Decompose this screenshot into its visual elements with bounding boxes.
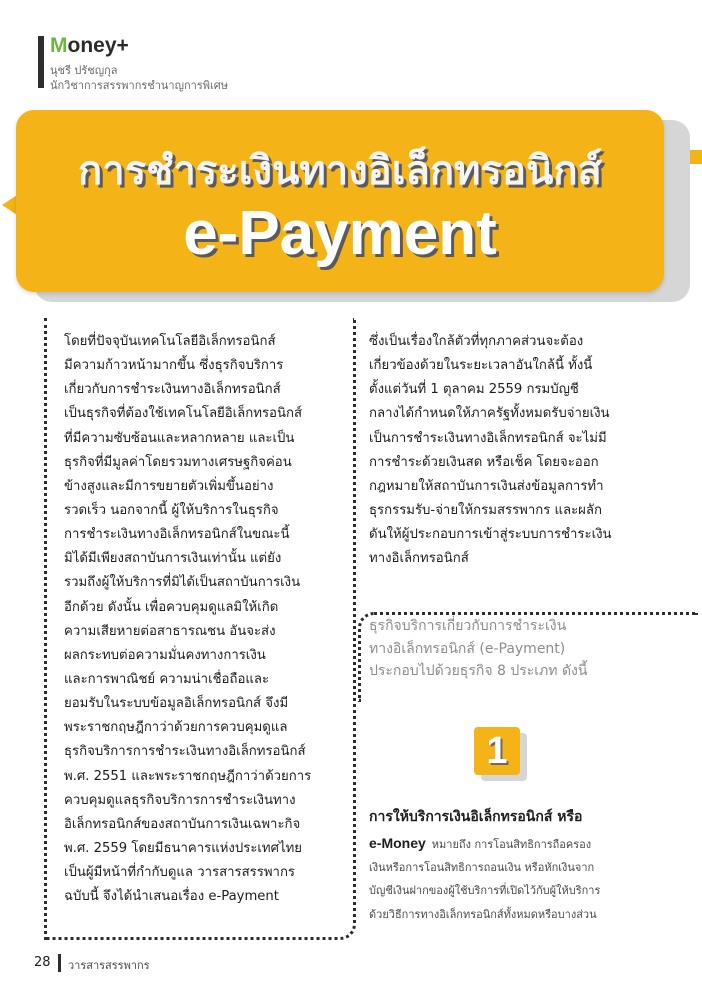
publication-name: วารสารสรรพากร [68, 959, 150, 972]
banner-pointer [2, 195, 17, 215]
service-line-text: หมายถึง การโอนสิทธิการถือครอง [431, 838, 592, 851]
author-name: นุชรี ปรัชญกุล [50, 64, 118, 77]
text-line: พระราชกฤษฎีกาว่าด้วยการควบคุมดูแล [64, 720, 288, 736]
text-line: เป็นการชำระเงินทางอิเล็กทรอนิกส์ จะไม่มี [369, 430, 607, 446]
left-column-text [64, 330, 344, 909]
text-line: รวดเร็ว นอกจากนี้ ผู้ให้บริการในธุรกิจ [64, 502, 279, 518]
text-line: ธุรกิจบริการการชำระเงินทางอิเล็กทรอนิกส์ [64, 744, 306, 760]
article-title-english: e-Payment [183, 199, 497, 268]
text-line: ตั้งแต่วันที่ 1 ตุลาคม 2559 กรมบัญชี [369, 382, 579, 398]
title-banner [16, 110, 664, 292]
text-line: กฎหมายให้สถาบันการเงินส่งข้อมูลการทำ [369, 478, 604, 494]
text-line: ทางอิเล็กทรอนิกส์ (e-Payment) [369, 640, 566, 657]
text-line: และการพาณิชย์ ความน่าเชื่อถือและ [64, 671, 270, 687]
text-line: มิได้มีเพียงสถาบันการเงินเท่านั้น แต่ยัง [64, 551, 282, 567]
text-line: ซึ่งเป็นเรื่องใกล้ตัวที่ทุกภาคส่วนจะต้อง [369, 334, 584, 349]
footer-divider [58, 954, 61, 972]
brand-initial: M [50, 34, 68, 57]
service-title: การให้บริการเงินอิเล็กทรอนิกส์ หรือ [369, 809, 583, 825]
text-line: ทางอิเล็กทรอนิกส์ [369, 551, 469, 567]
text-line: รวมถึงผู้ให้บริการที่มิได้เป็นสถาบันการเงิน [64, 575, 301, 591]
text-line: ฉบับนี้ จึงได้นำเสนอเรื่อง e-Payment [64, 889, 279, 905]
text-line: อิเล็กทรอนิกส์ของสถาบันการเงินเฉพาะกิจ [64, 816, 301, 832]
text-line: ควบคุมดูแลธุรกิจบริการการชำระเงินทาง [64, 792, 296, 808]
column-brand [50, 34, 129, 58]
text-line: ด้วยวิธีการทางอิเล็กทรอนิกส์ทั้งหมดหรือบางส่วน [369, 907, 597, 921]
right-column-text [369, 330, 669, 571]
text-line: ธุรกิจที่มีมูลค่าโดยรวมทางเศรษฐกิจค่อน [64, 454, 292, 470]
text-line: การชำระด้วยเงินสด หรือเช็ค โดยจะออก [369, 454, 599, 470]
header-accent-bar [38, 36, 44, 88]
highlight-box [369, 615, 689, 683]
text-line: เป็นผู้มีหน้าที่กำกับดูแล วารสารสรรพากร [64, 865, 296, 881]
text-line: ธุรกรรมรับ-จ่ายให้กรมสรรพากร และผลัก [369, 502, 602, 518]
text-line: ยอมรับในระบบข้อมูลอิเล็กทรอนิกส์ จึงมี [64, 696, 289, 712]
text-line: บัญชีเงินฝากของผู้ใช้บริการที่เปิดไว้กับผู้ให้บริการ [369, 884, 601, 897]
service-line [369, 832, 689, 856]
page-number: 28 [34, 955, 51, 970]
text-line: เกี่ยวข้องด้วยในระยะเวลาอันใกล้นี้ ทั้งนี้ [369, 358, 593, 374]
text-line: เป็นธุรกิจที่ต้องใช้เทคโนโลยีอิเล็กทรอนิกส์ [64, 406, 302, 422]
text-line: ธุรกิจบริการเกี่ยวกับการชำระเงิน [369, 618, 567, 634]
text-line: ข้างสูงและมีการขยายตัวเพิ่มขึ้นอย่าง [64, 478, 274, 494]
service-number-badge: 1 [474, 727, 520, 775]
service-description [369, 832, 689, 926]
text-line: เงินหรือการโอนสิทธิการถอนเงิน หรือหักเงินจาก [369, 860, 595, 874]
text-line: เกี่ยวกับการชำระเงินทางอิเล็กทรอนิกส์ [64, 382, 281, 398]
service-term: e-Money [369, 835, 426, 851]
text-line: โดยที่ปัจจุบันเทคโนโลยีอิเล็กทรอนิกส์ [64, 334, 276, 349]
side-tab-marker [690, 150, 702, 164]
text-line: ผลกระทบต่อความมั่นคงทางการเงิน [64, 647, 266, 663]
text-line: ความเสียหายต่อสาธารณชน อันจะส่ง [64, 623, 276, 639]
text-line: พ.ศ. 2551 และพระราชกฤษฎีกาว่าด้วยการ [64, 768, 312, 784]
text-line: พ.ศ. 2559 โดยมีธนาคารแห่งประเทศไทย [64, 840, 303, 856]
text-line: ประกอบไปด้วยธุรกิจ 8 ประเภท ดังนี้ [369, 663, 588, 679]
text-line: ที่มีความซับซ้อนและหลากหลาย และเป็น [64, 430, 295, 446]
text-line: ดันให้ผู้ประกอบการเข้าสู่ระบบการชำระเงิน [369, 527, 612, 543]
text-line: การชำระเงินทางอิเล็กทรอนิกส์ในขณะนี้ [64, 527, 290, 543]
article-title-thai: การชำระเงินทางอิเล็กทรอนิกส์ [78, 148, 602, 194]
brand-rest: oney+ [67, 34, 129, 57]
text-line: กลางได้กำหนดให้ภาครัฐทั้งหมดรับจ่ายเงิน [369, 406, 610, 422]
page-header [38, 34, 338, 94]
text-line: มีความก้าวหน้ามากขึ้น ซึ่งธุรกิจบริการ [64, 358, 284, 374]
text-line: อีกด้วย ดังนั้น เพื่อควบคุมดูแลมิให้เกิด [64, 599, 279, 615]
author-title: นักวิชาการสรรพากรชำนาญการพิเศษ [50, 79, 228, 92]
